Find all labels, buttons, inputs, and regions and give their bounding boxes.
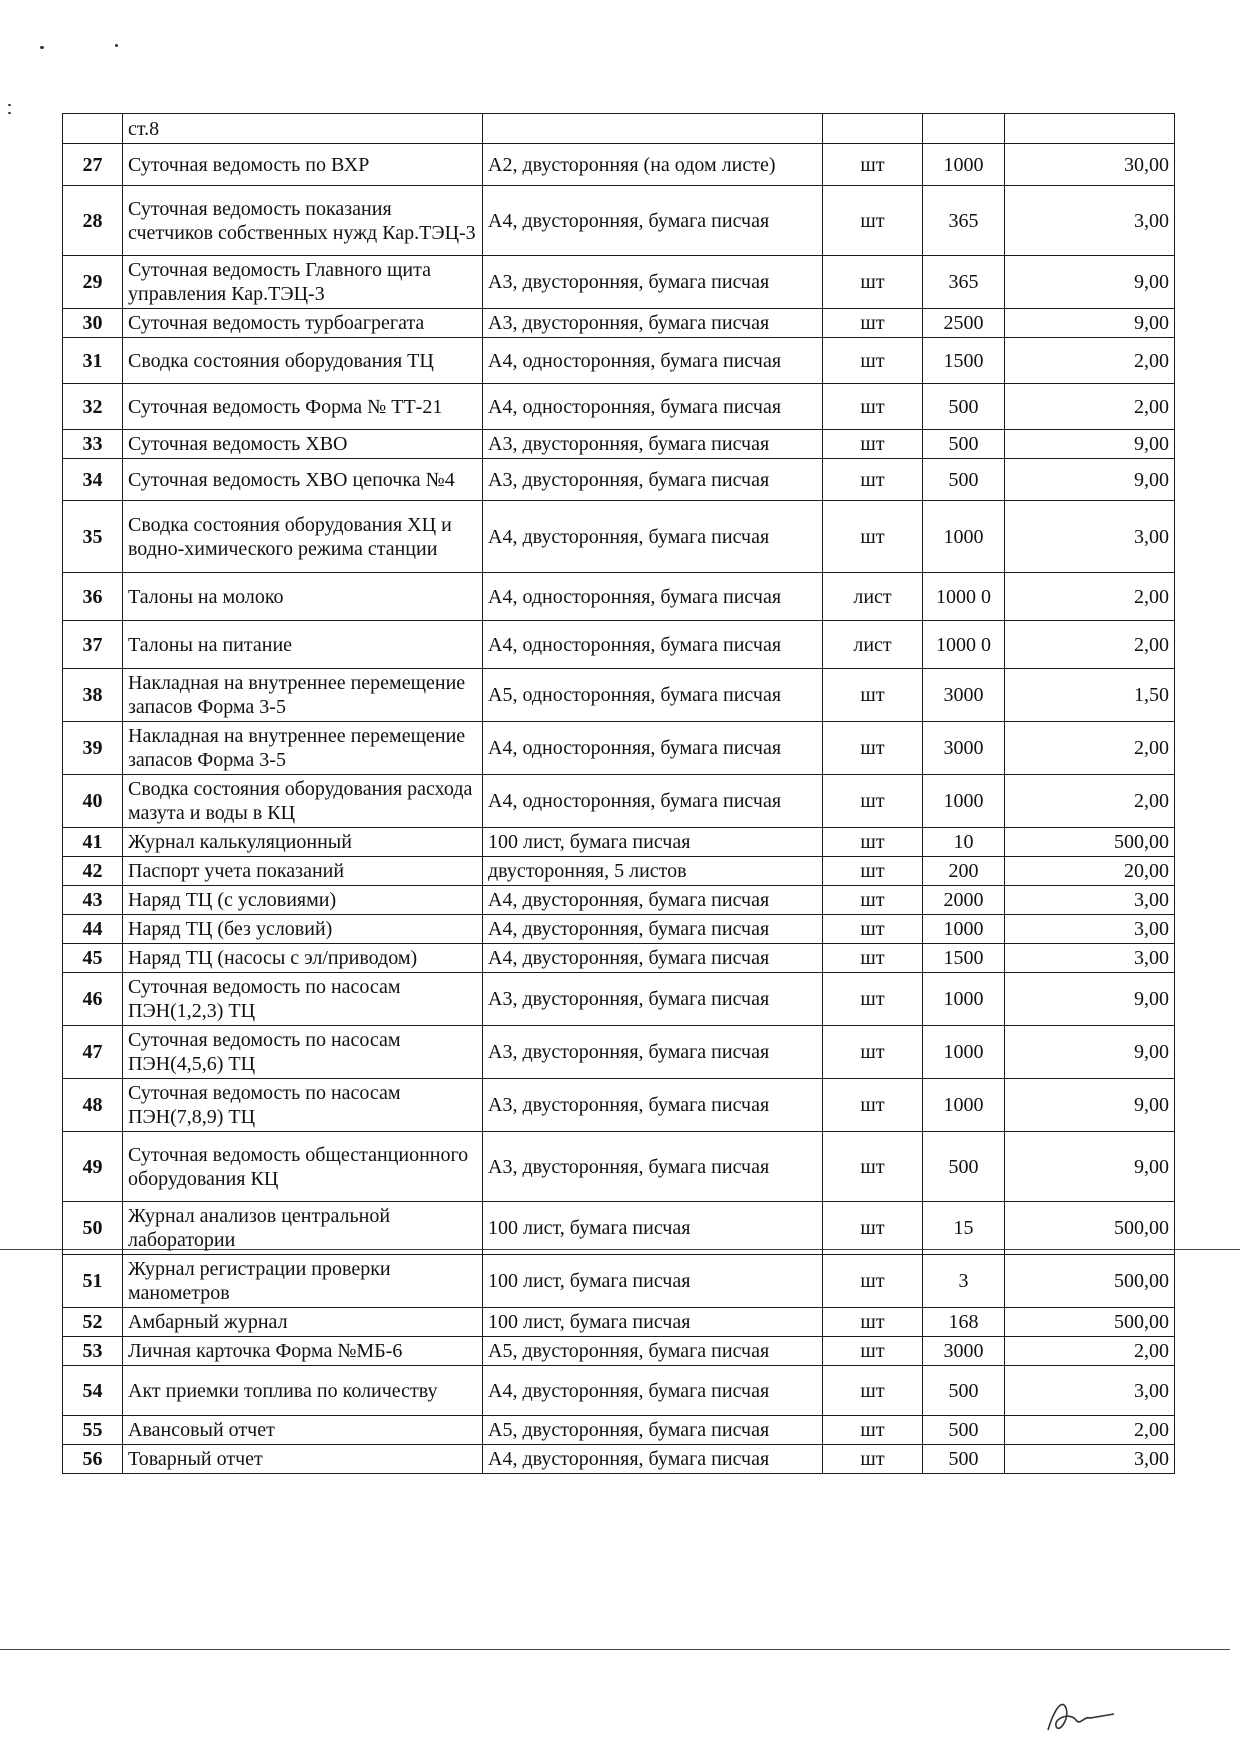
format-cell: А4, двусторонняя, бумага писчая [483,915,823,944]
item-name-cell: Суточная ведомость ХВО цепочка №4 [123,459,483,501]
item-name-cell: Журнал калькуляционный [123,828,483,857]
price-cell: 500,00 [1005,1202,1175,1255]
table-row [63,915,1175,944]
table-row [63,621,1175,669]
format-cell: А4, двусторонняя, бумага писчая [483,944,823,973]
price-cell: 3,00 [1005,915,1175,944]
price-cell: 2,00 [1005,1337,1175,1366]
item-name-cell: Накладная на внутреннее перемещение запасов Форма 3-5 [123,722,483,775]
item-name-cell: Накладная на внутреннее перемещение запасов Форма 3-5 [123,669,483,722]
table-row [63,1308,1175,1337]
row-number-cell [63,114,123,144]
quantity-cell: 500 [923,1132,1005,1202]
item-name-cell: Товарный отчет [123,1445,483,1474]
unit-cell: шт [823,1337,923,1366]
row-number-cell: 44 [63,915,123,944]
item-name-cell: Сводка состояния оборудования ТЦ [123,338,483,384]
table-row [63,828,1175,857]
unit-cell: шт [823,1079,923,1132]
unit-cell: шт [823,915,923,944]
table-row [63,1337,1175,1366]
quantity-cell: 1000 [923,915,1005,944]
price-cell: 2,00 [1005,621,1175,669]
format-cell: 100 лист, бумага писчая [483,1308,823,1337]
unit-cell: шт [823,459,923,501]
format-cell: А2, двусторонняя (на одом листе) [483,144,823,186]
unit-cell: шт [823,1132,923,1202]
table-row [63,857,1175,886]
table-row [63,430,1175,459]
format-cell: двусторонняя, 5 листов [483,857,823,886]
quantity-cell: 365 [923,186,1005,256]
items-table [62,113,1175,1474]
format-cell: А4, односторонняя, бумага писчая [483,722,823,775]
table-row [63,501,1175,573]
format-cell: А4, двусторонняя, бумага писчая [483,1445,823,1474]
row-number-cell: 50 [63,1202,123,1255]
row-number-cell: 56 [63,1445,123,1474]
format-cell: А4, односторонняя, бумага писчая [483,384,823,430]
item-name-cell: Суточная ведомость по насосам ПЭН(4,5,6) ТЦ [123,1026,483,1079]
items-table-body [63,114,1175,1474]
table-row [63,1416,1175,1445]
unit-cell: шт [823,1255,923,1308]
item-name-cell: Суточная ведомость по ВХР [123,144,483,186]
row-number-cell: 52 [63,1308,123,1337]
table-row [63,186,1175,256]
table-row [63,669,1175,722]
item-name-cell: Авансовый отчет [123,1416,483,1445]
quantity-cell: 1000 0 [923,621,1005,669]
table-row [63,309,1175,338]
price-cell: 3,00 [1005,1366,1175,1416]
unit-cell: шт [823,944,923,973]
price-cell: 30,00 [1005,144,1175,186]
unit-cell: шт [823,886,923,915]
scan-speck [40,46,44,49]
item-name-cell: Наряд ТЦ (насосы с эл/приводом) [123,944,483,973]
row-number-cell: 34 [63,459,123,501]
format-cell: 100 лист, бумага писчая [483,828,823,857]
table-row [63,338,1175,384]
item-name-cell: Наряд ТЦ (без условий) [123,915,483,944]
price-cell: 9,00 [1005,1079,1175,1132]
price-cell: 2,00 [1005,338,1175,384]
quantity-cell: 2000 [923,886,1005,915]
table-row [63,775,1175,828]
format-cell: А3, двусторонняя, бумага писчая [483,1079,823,1132]
item-name-cell: Сводка состояния оборудования ХЦ и водно-химического режима станции [123,501,483,573]
table-row [63,573,1175,621]
format-cell: А3, двусторонняя, бумага писчая [483,1132,823,1202]
price-cell: 2,00 [1005,384,1175,430]
row-number-cell: 28 [63,186,123,256]
quantity-cell: 500 [923,1366,1005,1416]
table-row [63,886,1175,915]
table-row [63,384,1175,430]
table-row [63,1132,1175,1202]
format-cell: А4, односторонняя, бумага писчая [483,573,823,621]
format-cell: А3, двусторонняя, бумага писчая [483,256,823,309]
unit-cell: шт [823,256,923,309]
format-cell: А3, двусторонняя, бумага писчая [483,1026,823,1079]
row-number-cell: 40 [63,775,123,828]
item-name-cell: Журнал анализов центральной лаборатории [123,1202,483,1255]
unit-cell: лист [823,621,923,669]
row-number-cell: 49 [63,1132,123,1202]
format-cell: А5, односторонняя, бумага писчая [483,669,823,722]
quantity-cell: 3 [923,1255,1005,1308]
item-name-cell: Паспорт учета показаний [123,857,483,886]
item-name-cell: Суточная ведомость ХВО [123,430,483,459]
price-cell: 500,00 [1005,1255,1175,1308]
row-number-cell: 30 [63,309,123,338]
format-cell: 100 лист, бумага писчая [483,1202,823,1255]
format-cell: А3, двусторонняя, бумага писчая [483,309,823,338]
row-number-cell: 37 [63,621,123,669]
price-cell: 9,00 [1005,256,1175,309]
quantity-cell: 2500 [923,309,1005,338]
unit-cell: шт [823,338,923,384]
quantity-cell: 1500 [923,944,1005,973]
price-cell: 2,00 [1005,1416,1175,1445]
row-number-cell: 46 [63,973,123,1026]
quantity-cell: 3000 [923,669,1005,722]
item-name-cell: Сводка состояния оборудования расхода мазута и воды в КЦ [123,775,483,828]
table-row [63,944,1175,973]
row-number-cell: 29 [63,256,123,309]
scan-speck [8,112,11,114]
price-cell: 20,00 [1005,857,1175,886]
price-cell: 500,00 [1005,828,1175,857]
table-row [63,973,1175,1026]
row-number-cell: 54 [63,1366,123,1416]
row-number-cell: 42 [63,857,123,886]
format-cell: А4, односторонняя, бумага писчая [483,775,823,828]
format-cell: А4, двусторонняя, бумага писчая [483,1366,823,1416]
unit-cell: лист [823,573,923,621]
format-cell: А4, односторонняя, бумага писчая [483,621,823,669]
item-name-cell: Личная карточка Форма №МБ-6 [123,1337,483,1366]
row-number-cell: 27 [63,144,123,186]
row-number-cell: 45 [63,944,123,973]
row-number-cell: 35 [63,501,123,573]
item-name-cell: Журнал регистрации проверки манометров [123,1255,483,1308]
price-cell: 500,00 [1005,1308,1175,1337]
price-cell: 3,00 [1005,501,1175,573]
price-cell: 9,00 [1005,309,1175,338]
table-row [63,256,1175,309]
table-row [63,114,1175,144]
quantity-cell: 500 [923,384,1005,430]
row-number-cell: 32 [63,384,123,430]
quantity-cell: 200 [923,857,1005,886]
price-cell: 9,00 [1005,1132,1175,1202]
table-row [63,1026,1175,1079]
quantity-cell: 1000 [923,144,1005,186]
unit-cell: шт [823,857,923,886]
unit-cell: шт [823,722,923,775]
price-cell: 9,00 [1005,430,1175,459]
item-name-cell: Суточная ведомость Главного щита управления Кар.ТЭЦ-3 [123,256,483,309]
price-cell: 2,00 [1005,775,1175,828]
quantity-cell: 1000 [923,1079,1005,1132]
unit-cell: шт [823,1445,923,1474]
format-cell: А3, двусторонняя, бумага писчая [483,459,823,501]
unit-cell: шт [823,186,923,256]
table-row [63,722,1175,775]
row-number-cell: 55 [63,1416,123,1445]
price-cell: 2,00 [1005,573,1175,621]
unit-cell: шт [823,1026,923,1079]
quantity-cell: 3000 [923,1337,1005,1366]
table-row [63,459,1175,501]
unit-cell: шт [823,309,923,338]
format-cell: А4, двусторонняя, бумага писчая [483,501,823,573]
format-cell: А5, двусторонняя, бумага писчая [483,1337,823,1366]
item-name-cell: Талоны на питание [123,621,483,669]
scan-speck [8,104,11,106]
quantity-cell: 365 [923,256,1005,309]
unit-cell: шт [823,828,923,857]
item-name-cell: Талоны на молоко [123,573,483,621]
unit-cell: шт [823,775,923,828]
price-cell: 3,00 [1005,1445,1175,1474]
quantity-cell: 1000 [923,501,1005,573]
quantity-cell: 1000 0 [923,573,1005,621]
unit-cell: шт [823,384,923,430]
quantity-cell: 1000 [923,1026,1005,1079]
format-cell: А3, двусторонняя, бумага писчая [483,973,823,1026]
table-row [63,144,1175,186]
price-cell: 3,00 [1005,886,1175,915]
item-name-cell: Суточная ведомость общестанционного оборудования КЦ [123,1132,483,1202]
row-number-cell: 51 [63,1255,123,1308]
format-cell: А4, двусторонняя, бумага писчая [483,186,823,256]
row-number-cell: 38 [63,669,123,722]
row-number-cell: 33 [63,430,123,459]
price-cell: 3,00 [1005,186,1175,256]
row-number-cell: 47 [63,1026,123,1079]
item-name-cell: Суточная ведомость по насосам ПЭН(1,2,3) ТЦ [123,973,483,1026]
item-name-cell: Акт приемки топлива по количеству [123,1366,483,1416]
quantity-cell: 10 [923,828,1005,857]
quantity-cell: 500 [923,459,1005,501]
quantity-cell: 1000 [923,973,1005,1026]
quantity-cell [923,114,1005,144]
format-cell [483,114,823,144]
format-cell: А4, односторонняя, бумага писчая [483,338,823,384]
quantity-cell: 1000 [923,775,1005,828]
quantity-cell: 3000 [923,722,1005,775]
row-number-cell: 43 [63,886,123,915]
row-number-cell: 41 [63,828,123,857]
price-cell: 9,00 [1005,459,1175,501]
unit-cell: шт [823,1308,923,1337]
table-row [63,1079,1175,1132]
unit-cell: шт [823,973,923,1026]
price-cell: 9,00 [1005,973,1175,1026]
item-name-cell: Суточная ведомость Форма № ТТ-21 [123,384,483,430]
row-number-cell: 31 [63,338,123,384]
quantity-cell: 1500 [923,338,1005,384]
quantity-cell: 500 [923,1416,1005,1445]
table-row [63,1366,1175,1416]
unit-cell: шт [823,501,923,573]
unit-cell: шт [823,430,923,459]
price-cell: 9,00 [1005,1026,1175,1079]
scan-speck [115,44,118,47]
price-cell: 3,00 [1005,944,1175,973]
table-row [63,1255,1175,1308]
quantity-cell: 500 [923,430,1005,459]
format-cell: А3, двусторонняя, бумага писчая [483,430,823,459]
unit-cell [823,114,923,144]
unit-cell: шт [823,1366,923,1416]
signature-mark [1040,1690,1120,1740]
item-name-cell: Суточная ведомость турбоагрегата [123,309,483,338]
item-name-cell: Суточная ведомость по насосам ПЭН(7,8,9) ТЦ [123,1079,483,1132]
table-row [63,1445,1175,1474]
item-name-cell: Амбарный журнал [123,1308,483,1337]
format-cell: 100 лист, бумага писчая [483,1255,823,1308]
scan-line [0,1649,1230,1650]
item-name-cell: Наряд ТЦ (с условиями) [123,886,483,915]
quantity-cell: 500 [923,1445,1005,1474]
price-cell [1005,114,1175,144]
quantity-cell: 168 [923,1308,1005,1337]
row-number-cell: 53 [63,1337,123,1366]
unit-cell: шт [823,669,923,722]
price-cell: 1,50 [1005,669,1175,722]
item-name-cell: Суточная ведомость показания счетчиков собственных нужд Кар.ТЭЦ-3 [123,186,483,256]
row-number-cell: 48 [63,1079,123,1132]
table-row [63,1202,1175,1255]
quantity-cell: 15 [923,1202,1005,1255]
format-cell: А5, двусторонняя, бумага писчая [483,1416,823,1445]
format-cell: А4, двусторонняя, бумага писчая [483,886,823,915]
price-cell: 2,00 [1005,722,1175,775]
unit-cell: шт [823,144,923,186]
unit-cell: шт [823,1416,923,1445]
item-name-cell: ст.8 [123,114,483,144]
row-number-cell: 39 [63,722,123,775]
row-number-cell: 36 [63,573,123,621]
unit-cell: шт [823,1202,923,1255]
